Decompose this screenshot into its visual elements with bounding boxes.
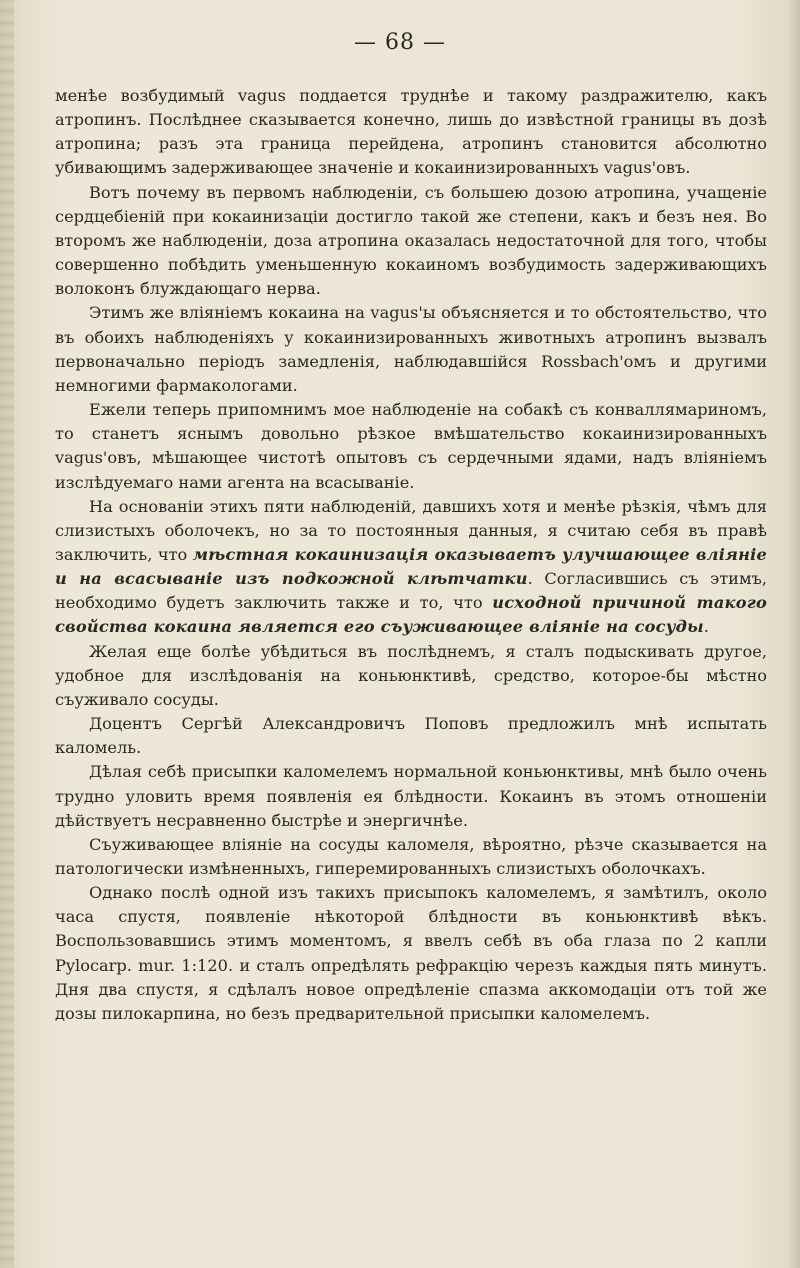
paragraph-text: Ежели теперь припомнимъ мое наблюденіе на собакѣ съ конваллямариномъ, то станетъ яснымъ довольно рѣзкое вмѣшательство кокаинизированныхъ vagus'овъ, мѣшающее чистотѣ опытовъ съ сердечными ядами, надъ вліяніемъ изслѣдуемаго нами агента на всасываніе.: [55, 400, 767, 492]
paragraph-text: Желая еще болѣе убѣдиться въ послѣднемъ, я сталъ подыскивать другое, удобное для изслѣдованія на коньюнктивѣ, средство, которое-бы мѣстно съуживало сосуды.: [55, 641, 767, 709]
paragraph: [55, 181, 767, 302]
book-spine-shadow: [0, 0, 14, 1268]
paragraph: [55, 760, 767, 832]
paragraph-text: Этимъ же вліяніемъ кокаина на vagus'ы объясняется и то обстоятельство, что въ обоихъ наблюденіяхъ у кокаинизированныхъ животныхъ атропинъ вызвалъ первоначально періодъ замедленія, наблюдавшійся Rossbach'омъ и другими немногими фармакологами.: [55, 303, 767, 395]
paragraph: [55, 301, 767, 398]
paragraph-text: На основаніи этихъ пяти наблюденій, давшихъ хотя и менѣе рѣзкія, чѣмъ для слизистыхъ оболочекъ, но за то постоянныя данныя, я считаю себя въ правѣ заключить, что: [55, 496, 767, 564]
paragraph: [55, 398, 767, 495]
paragraph-text: Вотъ почему въ первомъ наблюденіи, съ большею дозою атропина, учащеніе сердцебіеній при кокаинизаціи достигло такой же степени, какъ и безъ нея. Во второмъ же наблюденіи, доза атропина оказалась недостаточной для того, чтобы совершенно побѣдить уменьшенную кокаиномъ возбудимость задерживающихъ волоконъ блуждающаго нерва.: [55, 182, 767, 299]
paragraph: [55, 833, 767, 881]
paragraph: [55, 881, 767, 1026]
paragraph-text: Однако послѣ одной изъ такихъ присыпокъ каломелемъ, я замѣтилъ, около часа спустя, появленіе нѣкоторой блѣдности въ коньюнктивѣ вѣкъ. Воспользовавшись этимъ моментомъ, я ввелъ себѣ въ оба глаза по 2 капли Pylocarp. mur. 1:120. и сталъ опредѣлять рефракцію черезъ каждыя пять минутъ. Дня два спустя, я сдѣлалъ новое опредѣленіе спазма аккомодаціи отъ той же дозы пилокарпина, но безъ предварительной присыпки каломелемъ.: [55, 883, 767, 1023]
page-edge: [788, 0, 800, 1268]
paragraph: [55, 712, 767, 760]
paragraph-text: Доцентъ Сергѣй Александровичъ Поповъ предложилъ мнѣ испытать каломель.: [55, 714, 767, 758]
paragraph-text: Съуживающее вліяніе на сосуды каломеля, вѣроятно, рѣзче сказывается на патологически измѣненныхъ, гиперемированныхъ слизистыхъ оболочкахъ.: [55, 834, 767, 878]
page-number: — 68 —: [354, 30, 446, 55]
paragraph: [55, 640, 767, 712]
emphasized-text: исходной причиной такого свойства кокаина является его съуживающее вліяніе на сосуды: [55, 593, 767, 637]
paragraph-text: .: [703, 617, 709, 637]
paragraph-text: . Согласившись съ этимъ, необходимо будетъ заключить также и то, что: [55, 569, 767, 613]
paragraph: [55, 84, 767, 181]
paragraph: [55, 495, 767, 640]
body-text: [55, 84, 767, 1026]
paragraph-text: менѣе возбудимый vagus поддается труднѣе и такому раздражителю, какъ атропинъ. Послѣднее сказывается конечно, лишь до извѣстной границы въ дозѣ атропина; разъ эта граница перейдена, атропинъ становится абсолютно убивающимъ задерживающее значеніе и кокаинизированныхъ vagus'овъ.: [55, 86, 767, 178]
emphasized-text: мѣстная кокаинизація оказываетъ улучшающее вліяніе и на всасываніе изъ подкожной клѣтчатки: [55, 544, 767, 589]
paragraph-text: Дѣлая себѣ присыпки каломелемъ нормальной коньюнктивы, мнѣ было очень трудно уловить время появленія ея блѣдности. Кокаинъ въ этомъ отношеніи дѣйствуетъ несравненно быстрѣе и энергичнѣе.: [55, 762, 767, 830]
